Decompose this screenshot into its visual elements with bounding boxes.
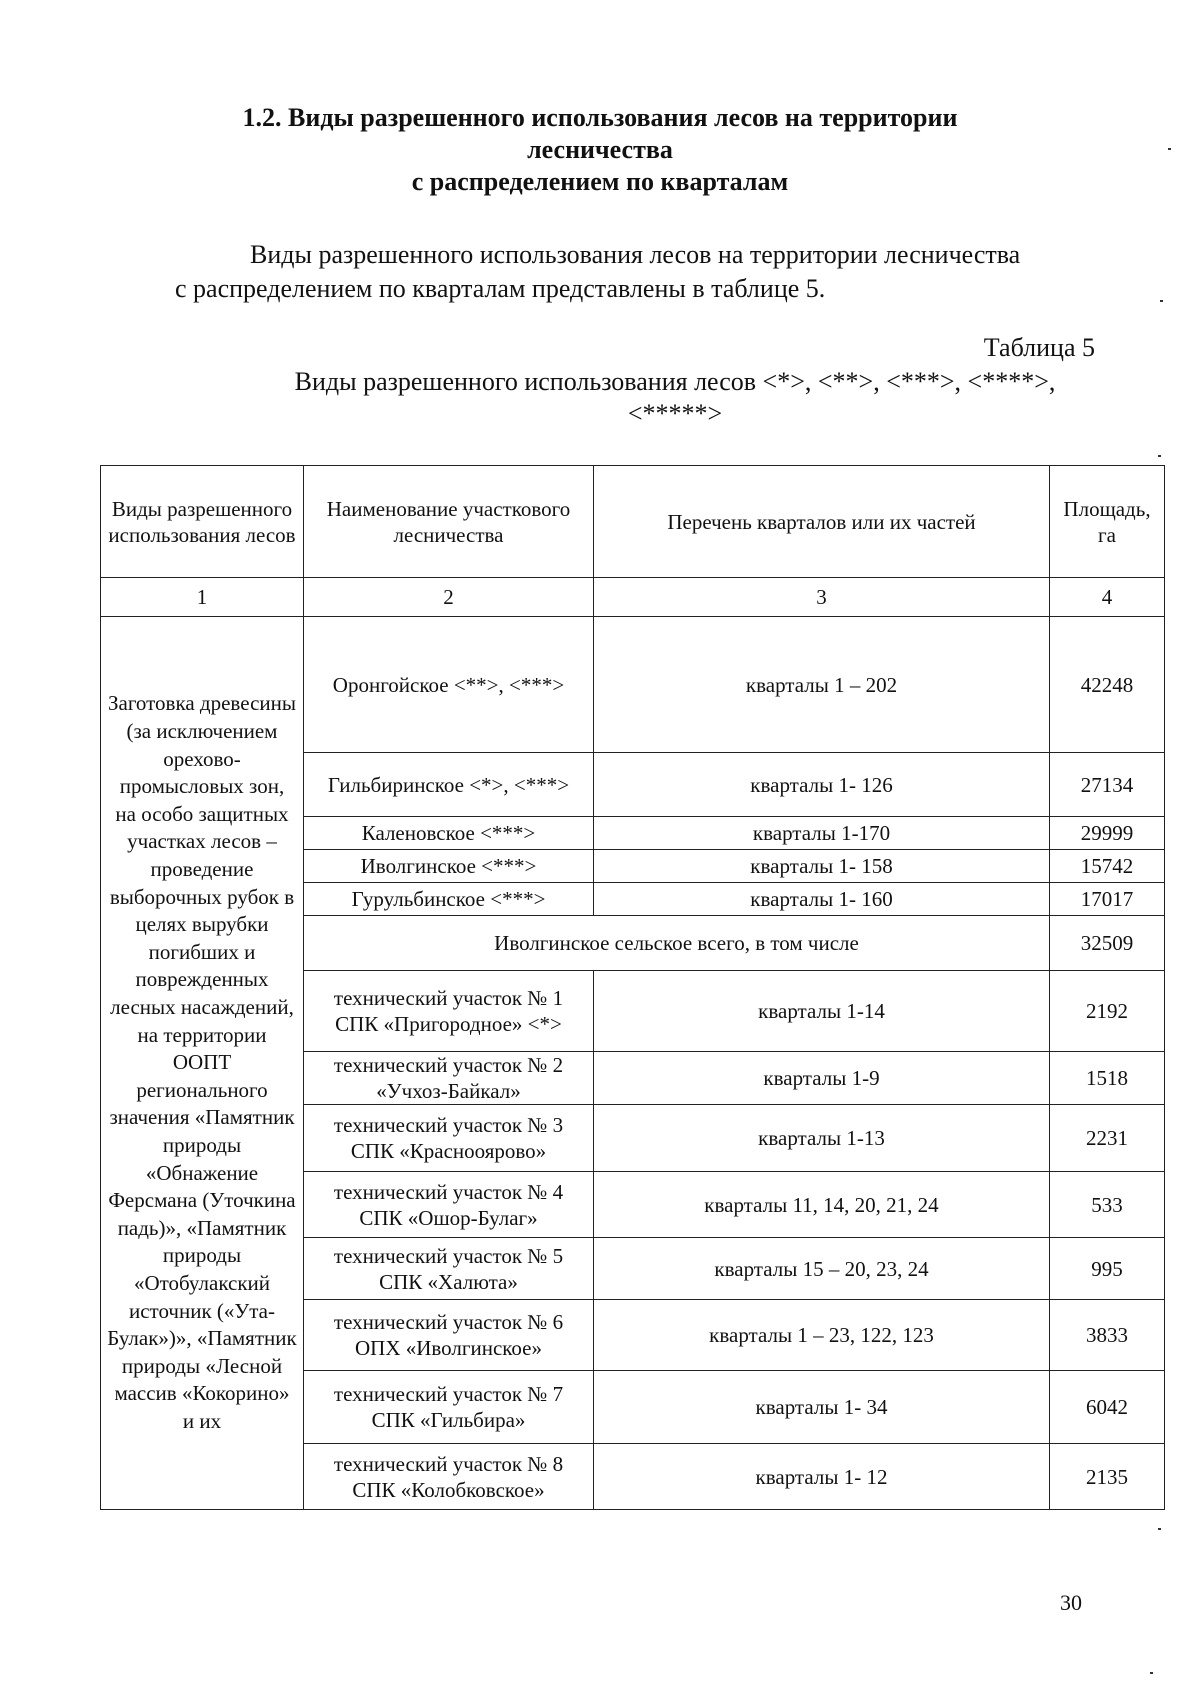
area-cell: 3833 [1050, 1300, 1165, 1371]
column-number: 1 [101, 578, 304, 617]
forestry-name: технический участок № 6 ОПХ «Иволгинское» [304, 1300, 594, 1371]
intro-line-2: с распределением по кварталам представлены в таблице 5. [175, 274, 826, 303]
forestry-name: Иволгинское <***> [304, 850, 594, 883]
quarters-cell: кварталы 15 – 20, 23, 24 [594, 1238, 1050, 1300]
header-usage: Виды разрешенного использования лесов [101, 466, 304, 578]
usage-description: Заготовка древесины (за исключением орехово-промысловых зон, на особо защитных участках лесов – проведение выборочных рубок в целях вырубки погибших и поврежденных лесных насаждений, на территории ООПТ регионального значения «Памятник природы «Обнажение Ферсмана (Уточкина падь)», «Памятник природы «Отобулакский источник («Ута-Булак»)», «Памятник природы «Лесной массив «Кокорино» и их [101, 617, 304, 1510]
area-cell: 533 [1050, 1172, 1165, 1238]
area-cell: 2192 [1050, 971, 1165, 1052]
intro-line-1: Виды разрешенного использования лесов на территории лесничества [250, 240, 1021, 269]
forestry-name: технический участок № 1 СПК «Пригородное» <*> [304, 971, 594, 1052]
table-caption [240, 366, 1110, 430]
column-number-row [101, 578, 1165, 617]
quarters-cell: кварталы 1 – 23, 122, 123 [594, 1300, 1050, 1371]
intro-paragraph [175, 238, 1105, 306]
scan-speck [1158, 1528, 1161, 1530]
forestry-name: технический участок № 7 СПК «Гильбира» [304, 1371, 594, 1444]
area-cell: 995 [1050, 1238, 1165, 1300]
subtotal-label: Иволгинское сельское всего, в том числе [304, 916, 1050, 971]
header-area: Площадь, га [1050, 466, 1165, 578]
usage-table [100, 465, 1165, 1510]
quarters-cell: кварталы 1-13 [594, 1105, 1050, 1172]
column-number: 2 [304, 578, 594, 617]
header-forestry: Наименование участкового лесничества [304, 466, 594, 578]
quarters-cell: кварталы 1- 12 [594, 1444, 1050, 1510]
forestry-name: технический участок № 3 СПК «Краснооярово» [304, 1105, 594, 1172]
forestry-name: Гурульбинское <***> [304, 883, 594, 916]
scan-speck [1160, 300, 1163, 302]
table-header-row [101, 466, 1165, 578]
table-row [101, 617, 1165, 753]
area-cell: 15742 [1050, 850, 1165, 883]
quarters-cell: кварталы 1-170 [594, 817, 1050, 850]
area-cell: 1518 [1050, 1052, 1165, 1105]
quarters-cell: кварталы 1- 160 [594, 883, 1050, 916]
forestry-name: технический участок № 8 СПК «Колобковское» [304, 1444, 594, 1510]
forestry-name: технический участок № 5 СПК «Халюта» [304, 1238, 594, 1300]
quarters-cell: кварталы 1-14 [594, 971, 1050, 1052]
table-caption-line-1: Виды разрешенного использования лесов <*>, <**>, <***>, <****>, [294, 367, 1056, 396]
area-cell: 6042 [1050, 1371, 1165, 1444]
quarters-cell: кварталы 11, 14, 20, 21, 24 [594, 1172, 1050, 1238]
area-cell: 27134 [1050, 753, 1165, 817]
area-cell: 17017 [1050, 883, 1165, 916]
scan-speck [1158, 455, 1161, 457]
quarters-cell: кварталы 1- 34 [594, 1371, 1050, 1444]
header-quarters: Перечень кварталов или их частей [594, 466, 1050, 578]
quarters-cell: кварталы 1- 126 [594, 753, 1050, 817]
forestry-name: Гильбиринское <*>, <***> [304, 753, 594, 817]
heading-line-3: с распределением по кварталам [411, 167, 789, 196]
area-cell: 42248 [1050, 617, 1165, 753]
table-caption-line-2: <*****> [627, 399, 723, 428]
column-number: 3 [594, 578, 1050, 617]
scan-speck [1168, 148, 1171, 150]
section-heading [0, 102, 1200, 198]
column-number: 4 [1050, 578, 1165, 617]
quarters-cell: кварталы 1-9 [594, 1052, 1050, 1105]
area-cell: 2231 [1050, 1105, 1165, 1172]
scan-speck [1150, 1672, 1153, 1674]
area-cell: 29999 [1050, 817, 1165, 850]
quarters-cell: кварталы 1 – 202 [594, 617, 1050, 753]
subtotal-area: 32509 [1050, 916, 1165, 971]
area-cell: 2135 [1050, 1444, 1165, 1510]
forestry-name: технический участок № 4 СПК «Ошор-Булаг» [304, 1172, 594, 1238]
heading-line-1: 1.2. Виды разрешенного использования лесов на территории [242, 103, 958, 132]
forestry-name: Оронгойское <**>, <***> [304, 617, 594, 753]
forestry-name: Каленовское <***> [304, 817, 594, 850]
forestry-name: технический участок № 2 «Учхоз-Байкал» [304, 1052, 594, 1105]
page-number: 30 [1060, 1590, 1082, 1615]
table-label: Таблица 5 [983, 333, 1095, 362]
heading-line-2: лесничества [527, 135, 673, 164]
quarters-cell: кварталы 1- 158 [594, 850, 1050, 883]
